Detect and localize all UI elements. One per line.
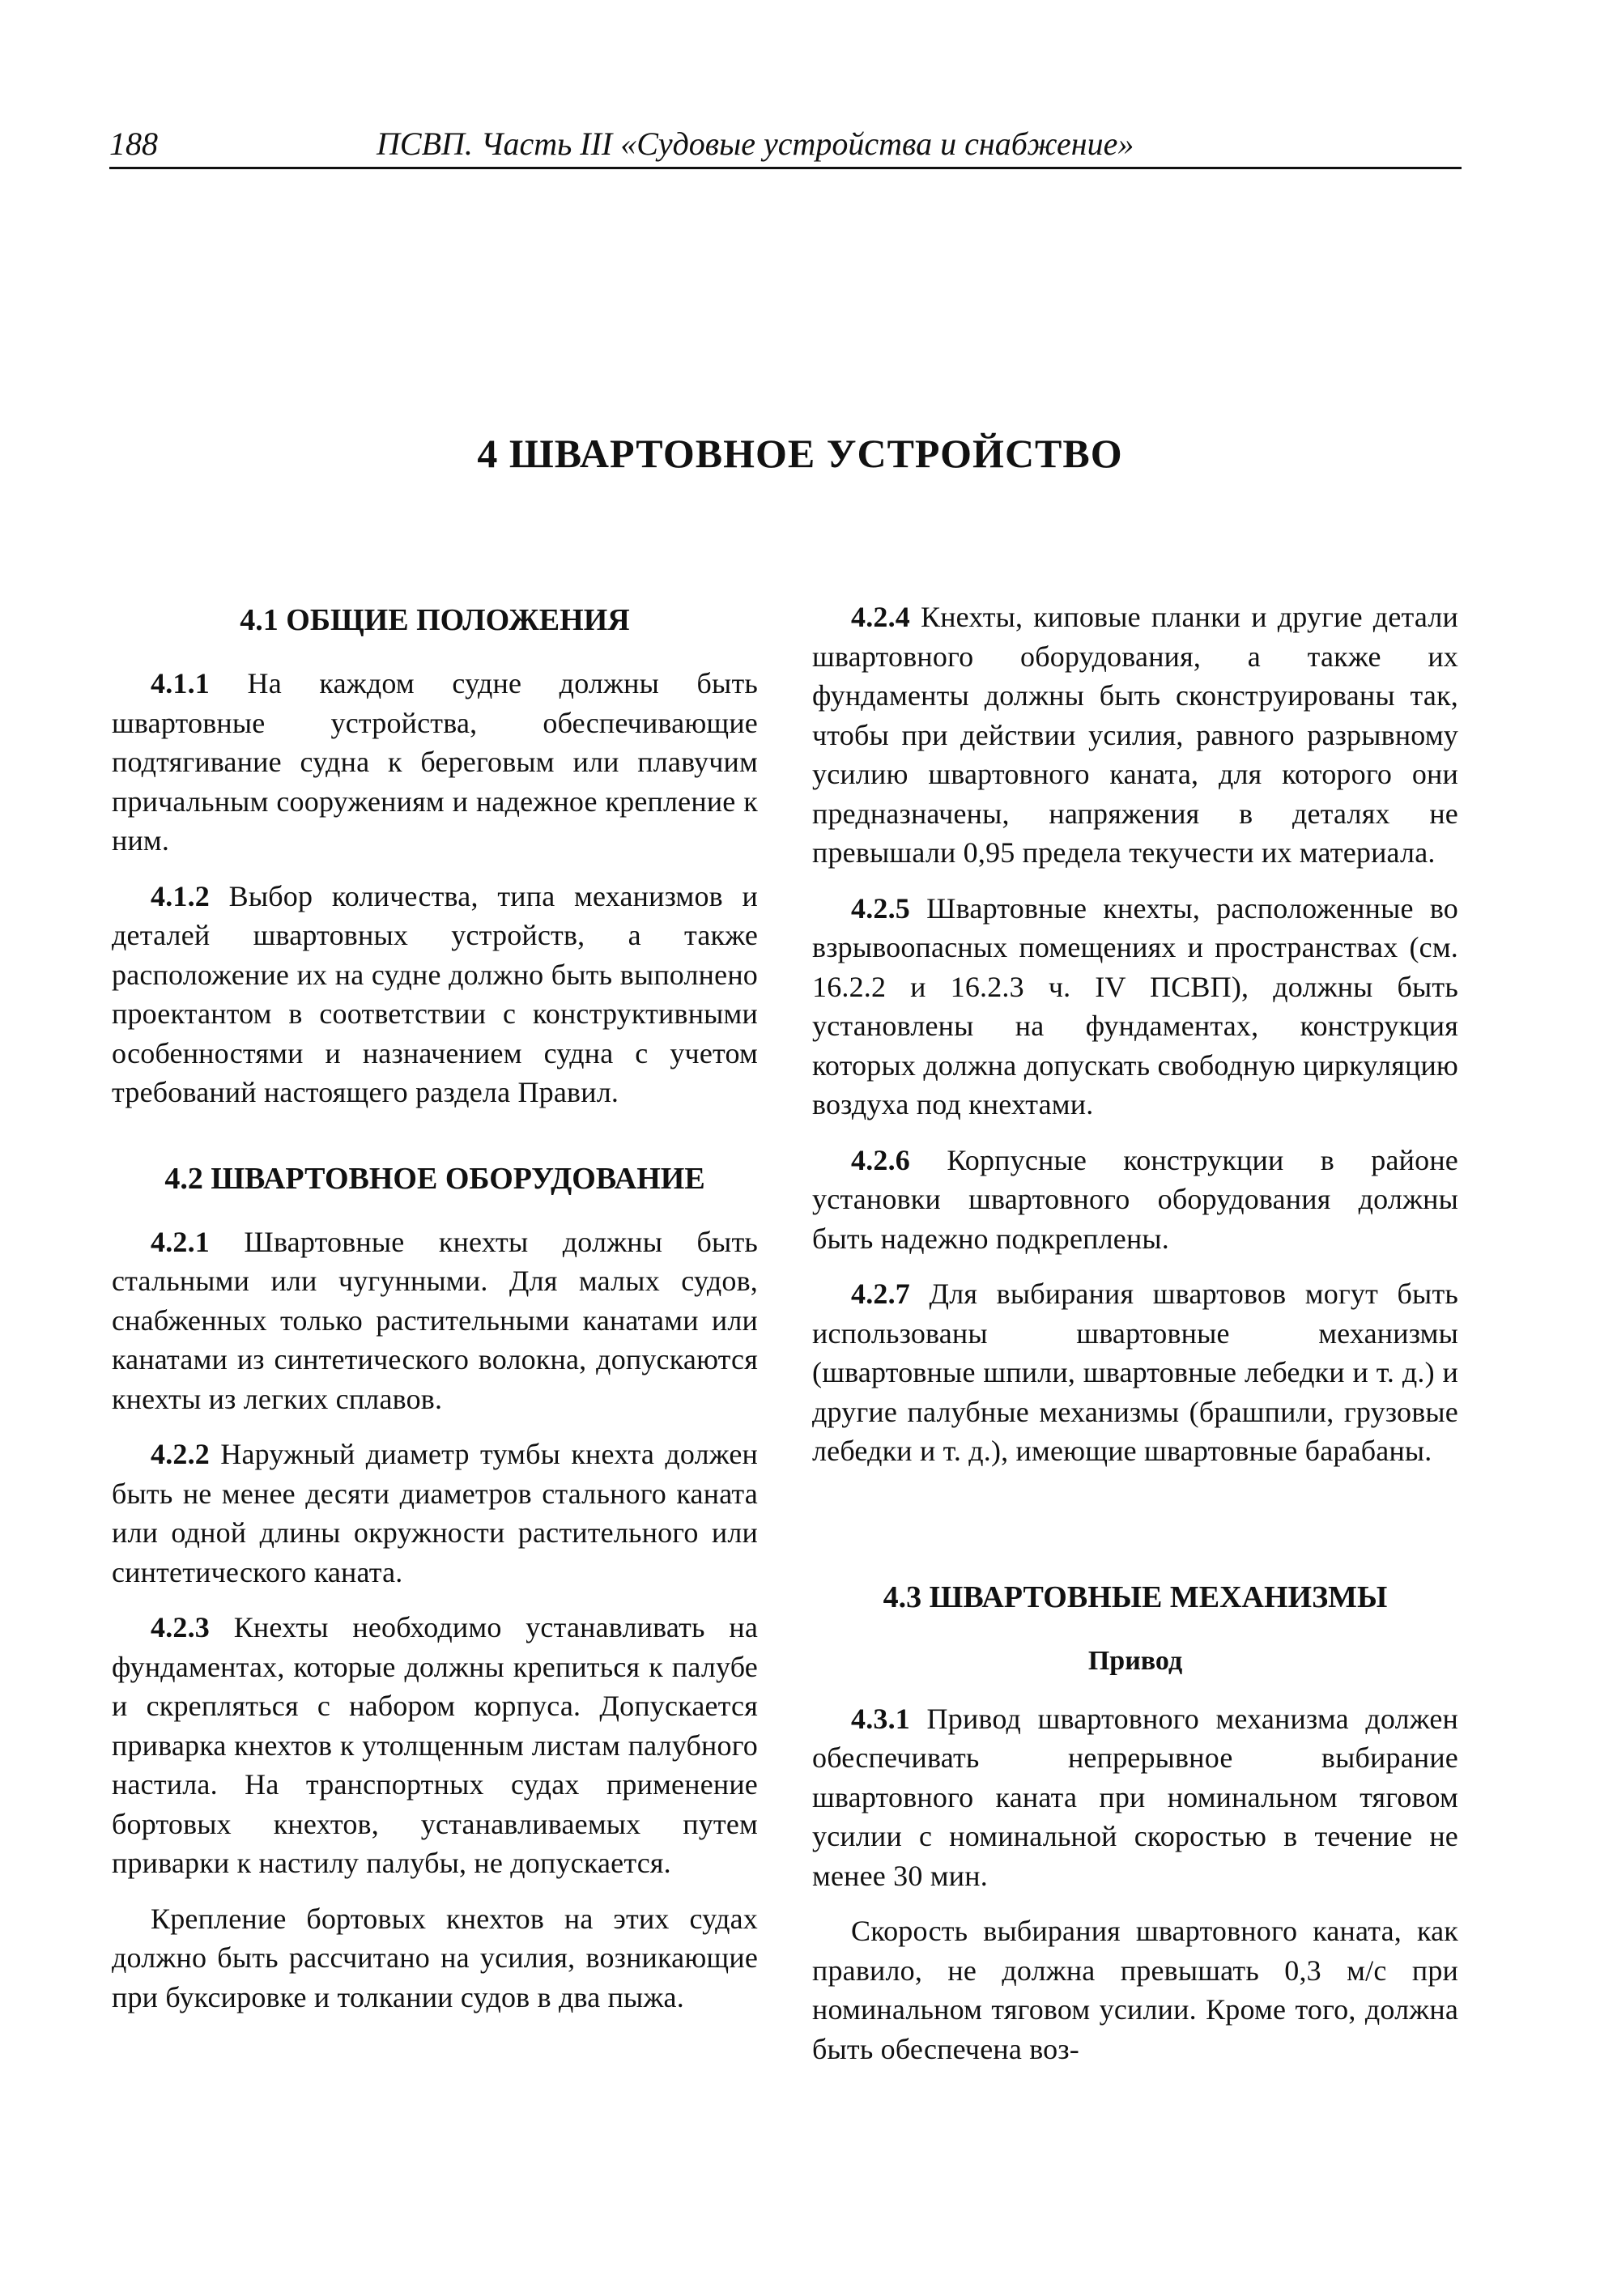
clause-number: 4.1.1	[151, 667, 210, 699]
clause-number: 4.2.7	[851, 1278, 910, 1310]
clause-text: Скорость выбирания швартовного каната, как правило, не должна превышать 0,3 м/с при номинальном тяговом усилии. Кроме того, должна быть обеспечена воз-	[812, 1915, 1458, 2065]
clause-text: Выбор количества, типа механизмов и деталей швартовных устройств, а также расположение их на судне должно быть выполнено проектантом в соответствии с конструктивными особенностями и назначением судна с учетом требований настоящего раздела Правил.	[112, 879, 758, 1108]
clause-number: 4.2.6	[851, 1143, 910, 1176]
paragraph-4-2-2	[112, 1435, 758, 1592]
clause-text: Швартовные кнехты, расположенные во взрывоопасных помещениях и пространствах (см. 16.2.2 и 16.2.3 ч. IV ПСВП), должны быть установлены на фундаментах, конструкция которых должна допускать свободную циркуляцию воздуха под кнехтами.	[812, 891, 1458, 1120]
clause-text: Привод швартовного механизма должен обеспечивать непрерывное выбирание швартовного каната при номинальном тяговом усилии с номинальной скоростью в течение не менее 30 мин.	[812, 1702, 1458, 1892]
paragraph-4-2-3	[112, 1608, 758, 1883]
section-heading-4-2: 4.2 ШВАРТОВНОЕ ОБОРУДОВАНИЕ	[164, 1161, 705, 1196]
clause-number: 4.2.4	[851, 601, 910, 633]
clause-text: На каждом судне должны быть швартовные устройства, обеспечивающие подтягивание судна к береговым или плавучим причальным сооружениям и надежное крепление к ним.	[112, 667, 758, 857]
clause-number: 4.3.1	[851, 1702, 910, 1735]
paragraph-4-2-4	[812, 597, 1458, 873]
section-heading-4-3: 4.3 ШВАРТОВНЫЕ МЕХАНИЗМЫ	[883, 1580, 1388, 1614]
clause-number: 4.2.1	[151, 1225, 210, 1258]
clause-number: 4.1.2	[151, 879, 210, 912]
page-number: 188	[109, 125, 158, 162]
paragraph-4-3-1	[812, 1699, 1458, 1896]
clause-text: Швартовные кнехты должны быть стальными или чугунными. Для малых судов, снабженных только растительными канатами или канатами из синтетического волокна, допускаются кнехты из легких сплавов.	[112, 1225, 758, 1415]
paragraph-4-1-1	[112, 664, 758, 861]
paragraph-4-3-1-cont	[812, 1911, 1458, 2069]
clause-text: Кнехты, киповые планки и другие детали швартовного оборудования, а также их фундаменты должны быть сконструированы так, чтобы при действии усилия, равного разрывному усилию швартовного каната, для которого они предназначены, напряжения в деталях не превышали 0,95 предела текучести их материала.	[812, 601, 1458, 869]
running-title: ПСВП. Часть III «Судовые устройства и снабжение»	[377, 125, 1134, 162]
paragraph-4-2-6	[812, 1141, 1458, 1259]
paragraph-4-1-2	[112, 877, 758, 1112]
clause-text: Кнехты необходимо устанавливать на фундаментах, которые должны крепиться к палубе и скрепляться с набором корпуса. Допускается приварка кнехтов к утолщенным листам палубного настила. На транспортных судах применение бортовых кнехтов, устанавливаемых путем приварки к настилу палубы, не допускается.	[112, 1611, 758, 1879]
clause-number: 4.2.5	[851, 891, 910, 925]
subheading-privod: Привод	[1087, 1645, 1183, 1676]
clause-text: Для выбирания швартовов могут быть использованы швартовные механизмы (швартовные шпили, швартовные лебедки и т. д.) и другие палубные механизмы (брашпили, грузовые лебедки и т. д.), имеющие швартовные барабаны.	[812, 1278, 1458, 1467]
section-heading-4-1: 4.1 ОБЩИЕ ПОЛОЖЕНИЯ	[240, 603, 630, 637]
clause-number: 4.2.2	[151, 1438, 210, 1470]
clause-text: Корпусные конструкции в районе установки швартовного оборудования должны быть надежно подкреплены.	[812, 1143, 1458, 1255]
paragraph-4-2-5	[812, 889, 1458, 1125]
clause-text: Крепление бортовых кнехтов на этих судах должно быть рассчитано на усилия, возникающие при буксировке и толкании судов в два пыжа.	[112, 1902, 758, 2013]
right-column	[812, 597, 1458, 2085]
paragraph-4-2-1	[112, 1222, 758, 1419]
clause-number: 4.2.3	[151, 1611, 210, 1643]
clause-text: Наружный диаметр тумбы кнехта должен быть не менее десяти диаметров стального каната или одной длины окружности растительного или синтетического каната.	[112, 1438, 758, 1588]
paragraph-4-2-3-cont	[112, 1899, 758, 2018]
page-header	[109, 121, 1462, 169]
chapter-title: 4 ШВАРТОВНОЕ УСТРОЙСТВО	[477, 431, 1123, 476]
paragraph-4-2-7	[812, 1274, 1458, 1471]
left-column	[112, 597, 758, 2033]
